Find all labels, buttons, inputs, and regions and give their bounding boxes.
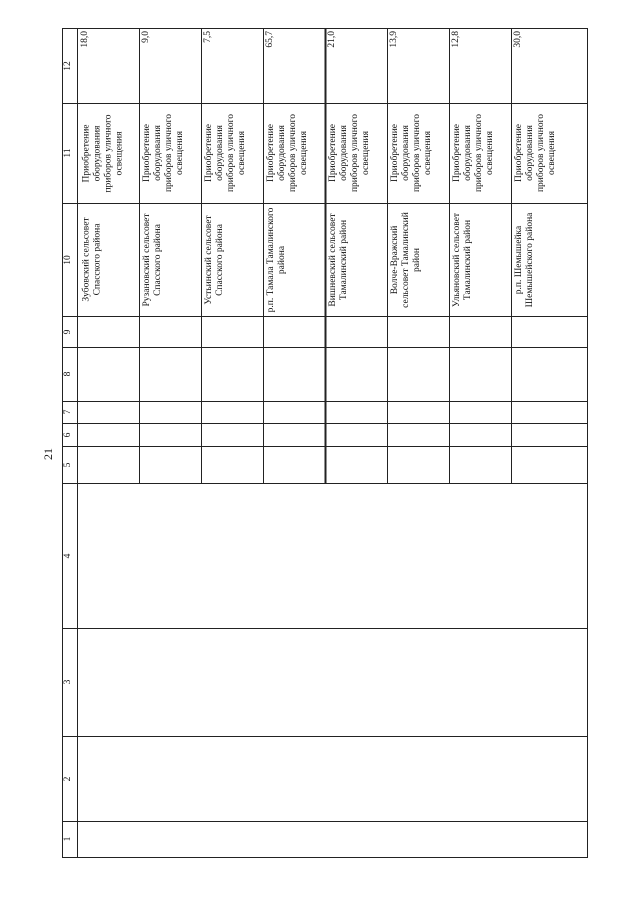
row-amount: 12,8	[451, 30, 461, 48]
row-purpose: Приобретение оборудования приборов уличного освещения	[142, 113, 185, 193]
row-purpose: Приобретение оборудования приборов уличного освещения	[390, 113, 433, 193]
row-place: Рузановский сельсовет Спасского района	[142, 212, 163, 307]
column-number-8: 8	[63, 371, 73, 377]
row-purpose: Приобретение оборудования приборов уличного освещения	[204, 113, 247, 193]
row-place: Устьинский сельсовет Спасского района	[204, 214, 225, 305]
row-amount: 21,0	[327, 30, 337, 48]
column-number-2: 2	[63, 776, 73, 781]
row-amount: 9,0	[141, 30, 151, 43]
row-place: Волчe-Вражский сельсовет Тамалинский район	[390, 211, 422, 308]
row-purpose: Приобретение оборудования приборов уличного освещения	[328, 113, 371, 193]
column-number-10: 10	[63, 254, 73, 265]
column-number-1: 1	[63, 836, 73, 842]
row-place: Вишневский сельсовет Тамалинский район	[328, 212, 349, 307]
row-place: Ульяновский сельсовет Тамалинский район	[452, 212, 473, 307]
column-number-12: 12	[63, 60, 73, 71]
row-amount: 18,0	[80, 30, 90, 48]
row-purpose: Приобретение оборудования приборов уличного освещения	[81, 113, 124, 193]
column-number-6: 6	[63, 432, 73, 437]
row-amount: 65,7	[265, 30, 275, 48]
row-amount: 30,0	[513, 30, 523, 48]
row-purpose: Приобретение оборудования приборов уличного освещения	[452, 113, 495, 193]
column-number-5: 5	[63, 462, 73, 467]
row-place: Зубовский сельсовет Спасского района	[81, 217, 102, 302]
column-number-3: 3	[63, 679, 73, 685]
row-purpose: Приобретение оборудования приборов уличного освещения	[514, 113, 557, 193]
row-place: р.п. Шемышейка Шемышейского района	[514, 212, 535, 307]
row-amount: 13,9	[389, 30, 399, 48]
row-purpose: Приобретение оборудования приборов уличного освещения	[266, 113, 309, 193]
column-number-4: 4	[63, 553, 73, 558]
column-number-7: 7	[63, 409, 73, 415]
column-number-9: 9	[63, 329, 73, 334]
row-place: р.п. Тамала Тамалинского района	[266, 207, 287, 312]
column-number-11: 11	[63, 148, 73, 158]
page-number: 21	[41, 448, 55, 460]
row-amount: 7,5	[203, 30, 213, 43]
